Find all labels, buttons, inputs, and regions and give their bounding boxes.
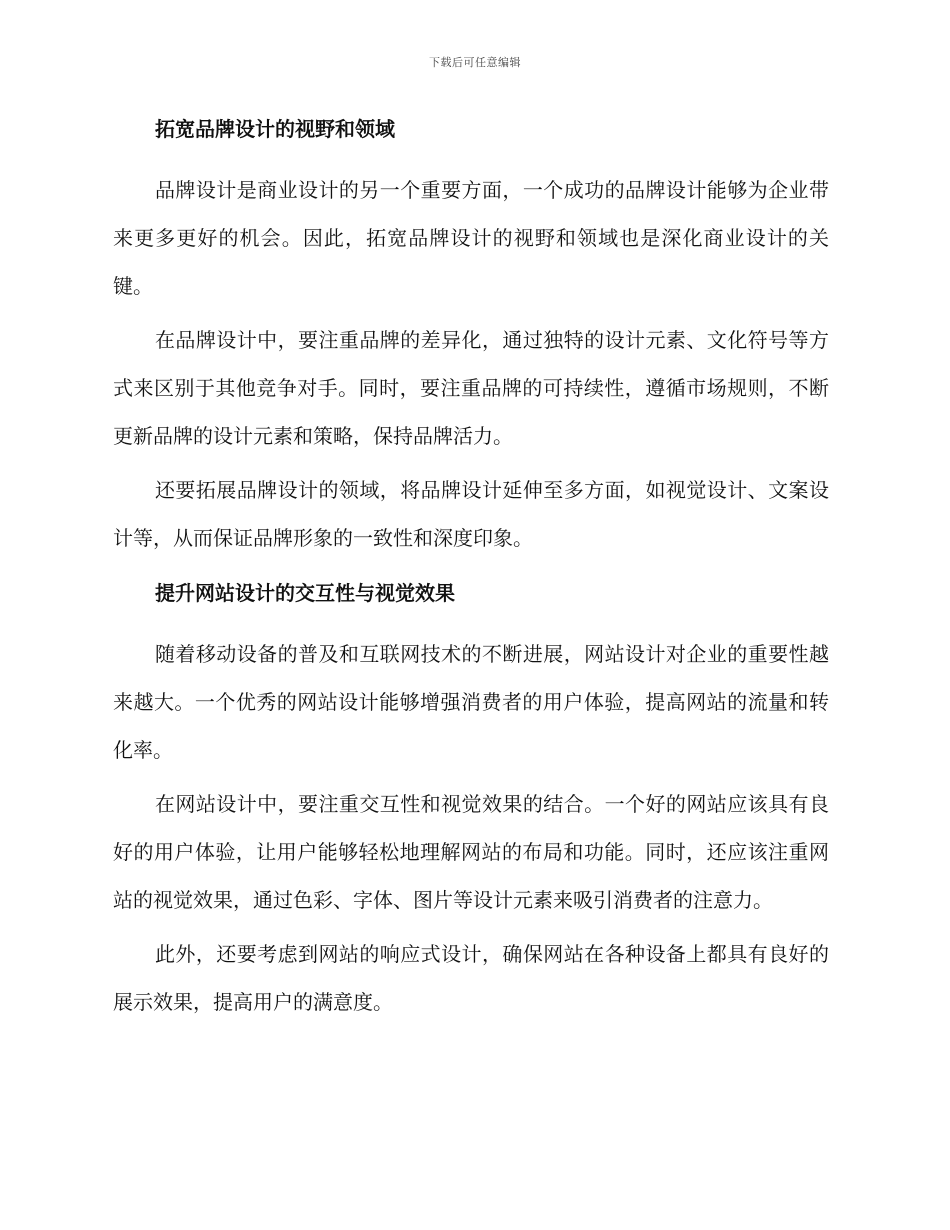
paragraph: 在网站设计中，要注重交互性和视觉效果的结合。一个好的网站应该具有良好的用户体验，让用户能够轻松地理解网站的布局和功能。同时，还应该注重网站的视觉效果，通过色彩、字体、图片等设计元素来吸引消费者的注意力。 (113, 792, 829, 912)
section-brand-design (113, 112, 829, 562)
paragraph: 在品牌设计中，要注重品牌的差异化，通过独特的设计元素、文化符号等方式来区别于其他竞争对手。同时，要注重品牌的可持续性，遵循市场规则，不断更新品牌的设计元素和策略，保持品牌活力。 (113, 328, 829, 448)
paragraph: 品牌设计是商业设计的另一个重要方面，一个成功的品牌设计能够为企业带来更多更好的机会。因此，拓宽品牌设计的视野和领域也是深化商业设计的关键。 (113, 178, 829, 298)
section-website-design (113, 576, 829, 1026)
section-heading: 拓宽品牌设计的视野和领域 (155, 117, 395, 141)
paragraph: 此外，还要考虑到网站的响应式设计，确保网站在各种设备上都具有良好的展示效果，提高用户的满意度。 (113, 942, 829, 1014)
page-header-note: 下载后可任意编辑 (429, 56, 521, 69)
section-heading: 提升网站设计的交互性与视觉效果 (155, 581, 455, 605)
paragraph: 还要拓展品牌设计的领域，将品牌设计延伸至多方面，如视觉设计、文案设计等，从而保证品牌形象的一致性和深度印象。 (113, 478, 829, 550)
document-body (113, 112, 829, 1032)
paragraph: 随着移动设备的普及和互联网技术的不断进展，网站设计对企业的重要性越来越大。一个优秀的网站设计能够增强消费者的用户体验，提高网站的流量和转化率。 (113, 642, 829, 762)
